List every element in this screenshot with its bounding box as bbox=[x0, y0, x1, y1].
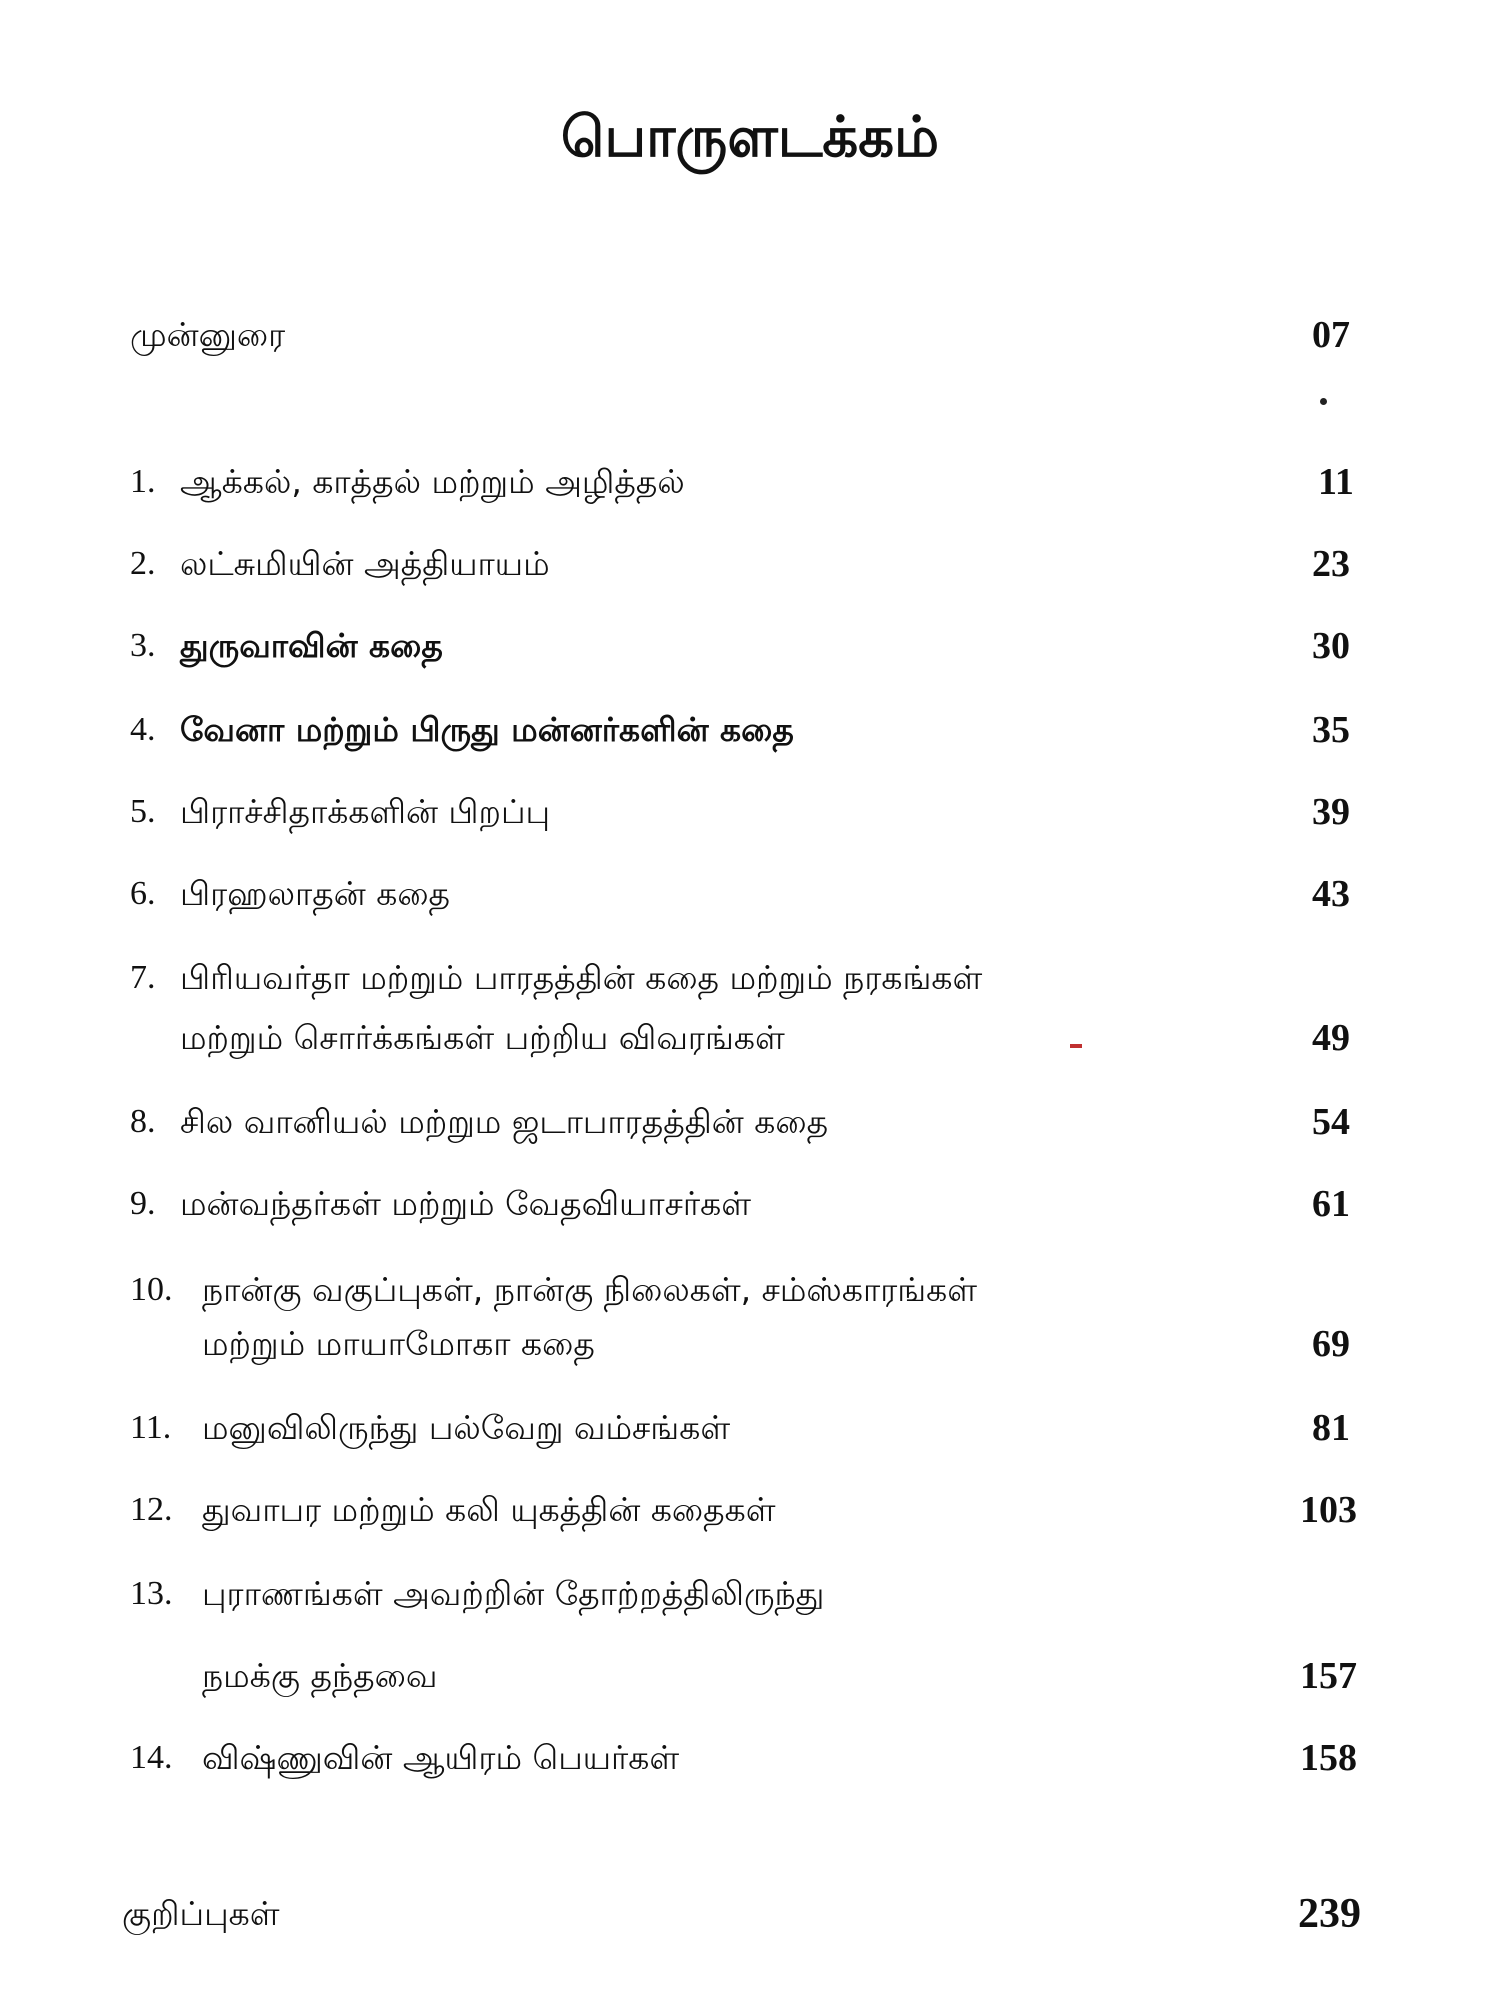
toc-entry[interactable] bbox=[0, 1174, 1500, 1234]
toc-entry-number: 7. bbox=[130, 959, 156, 996]
toc-entry-number: 3. bbox=[130, 627, 156, 664]
toc-entry-label-line2: மற்றும் மாயாமோகா கதை bbox=[202, 1324, 595, 1363]
toc-entry[interactable] bbox=[0, 1398, 1500, 1458]
toc-entry[interactable] bbox=[0, 864, 1500, 924]
toc-entry-label: முன்னுரை bbox=[130, 315, 286, 354]
toc-entry-number: 14. bbox=[130, 1739, 173, 1776]
toc-entry-label: துவாபர மற்றும் கலி யுகத்தின் கதைகள் bbox=[202, 1490, 776, 1529]
toc-entry-number: 2. bbox=[130, 545, 156, 582]
toc-entry[interactable] bbox=[0, 1260, 1500, 1320]
toc-entry-label: மன்வந்தர்கள் மற்றும் வேதவியாசர்கள் bbox=[180, 1184, 752, 1223]
toc-entry-label: நான்கு வகுப்புகள், நான்கு நிலைகள், சம்ஸ்காரங்கள் bbox=[202, 1270, 978, 1309]
toc-entry-page: 81 bbox=[1312, 1407, 1350, 1449]
toc-entry-label: ஆக்கல், காத்தல் மற்றும் அழித்தல் bbox=[180, 462, 685, 501]
toc-entry-preface[interactable] bbox=[0, 305, 1500, 365]
toc-entry-continuation[interactable] bbox=[0, 1314, 1500, 1374]
toc-entry-number: 1. bbox=[130, 463, 156, 500]
toc-entry-label-line2: மற்றும் சொர்க்கங்கள் பற்றிய விவரங்கள் bbox=[180, 1018, 785, 1057]
toc-entry-number: 5. bbox=[130, 793, 156, 830]
toc-entry[interactable] bbox=[0, 452, 1500, 512]
toc-entry-continuation[interactable] bbox=[0, 1008, 1500, 1068]
toc-entry-page: 49 bbox=[1312, 1017, 1350, 1059]
stray-red-mark bbox=[1070, 1044, 1082, 1048]
toc-entry-page: 158 bbox=[1300, 1737, 1357, 1779]
toc-entry[interactable] bbox=[0, 700, 1500, 760]
toc-entry-label: பிரியவர்தா மற்றும் பாரதத்தின் கதை மற்றும் நரகங்கள் bbox=[180, 958, 983, 997]
toc-entry-number: 13. bbox=[130, 1575, 173, 1612]
stray-dot-mark bbox=[1320, 398, 1327, 405]
toc-entry-page: 39 bbox=[1312, 791, 1350, 833]
toc-entry-number: 11. bbox=[130, 1409, 172, 1446]
toc-entry-number: 10. bbox=[130, 1271, 173, 1308]
toc-entry-label: குறிப்புகள் bbox=[122, 1894, 280, 1933]
toc-entry-notes[interactable] bbox=[0, 1884, 1500, 1944]
toc-entry-number: 12. bbox=[130, 1491, 173, 1528]
toc-entry-label: விஷ்ணுவின் ஆயிரம் பெயர்கள் bbox=[202, 1738, 680, 1777]
toc-entry-number: 9. bbox=[130, 1185, 156, 1222]
toc-entry[interactable] bbox=[0, 1728, 1500, 1788]
toc-entry-number: 4. bbox=[130, 711, 156, 748]
toc-entry-label: லட்சுமியின் அத்தியாயம் bbox=[180, 544, 550, 583]
toc-entry[interactable] bbox=[0, 948, 1500, 1008]
toc-entry-page: 35 bbox=[1312, 709, 1350, 751]
toc-entry-page: 43 bbox=[1312, 873, 1350, 915]
toc-entry-page: 69 bbox=[1312, 1323, 1350, 1365]
toc-entry-page: 54 bbox=[1312, 1101, 1350, 1143]
toc-entry-page: 103 bbox=[1300, 1489, 1357, 1531]
toc-entry-number: 8. bbox=[130, 1103, 156, 1140]
page-title: பொருளடக்கம் bbox=[560, 105, 940, 170]
toc-entry-label: சில வானியல் மற்றும ஜடாபாரதத்தின் கதை bbox=[180, 1102, 829, 1141]
toc-entry[interactable] bbox=[0, 1480, 1500, 1540]
toc-entry-page: 07 bbox=[1312, 314, 1350, 356]
toc-entry-label: பிராச்சிதாக்களின் பிறப்பு bbox=[180, 792, 551, 831]
toc-entry-label-line2: நமக்கு தந்தவை bbox=[202, 1656, 438, 1695]
toc-entry[interactable] bbox=[0, 1564, 1500, 1624]
toc-entry[interactable] bbox=[0, 534, 1500, 594]
toc-entry-number: 6. bbox=[130, 875, 156, 912]
toc-entry-page: 157 bbox=[1300, 1655, 1357, 1697]
toc-entry-page: 23 bbox=[1312, 543, 1350, 585]
toc-entry-continuation[interactable] bbox=[0, 1646, 1500, 1706]
toc-entry-page: 239 bbox=[1298, 1891, 1361, 1937]
toc-entry-label: பிரஹலாதன் கதை bbox=[180, 874, 451, 913]
toc-entry-label: புராணங்கள் அவற்றின் தோற்றத்திலிருந்து bbox=[202, 1574, 825, 1613]
toc-entry-page: 61 bbox=[1312, 1183, 1350, 1225]
toc-entry-label: துருவாவின் கதை bbox=[180, 626, 443, 665]
toc-entry[interactable] bbox=[0, 1092, 1500, 1152]
toc-entry-label: வேனா மற்றும் பிருது மன்னர்களின் கதை bbox=[180, 710, 794, 749]
toc-entry-page: 30 bbox=[1312, 625, 1350, 667]
toc-entry[interactable] bbox=[0, 616, 1500, 676]
toc-entry-label: மனுவிலிருந்து பல்வேறு வம்சங்கள் bbox=[202, 1408, 731, 1447]
toc-entry-page: 11 bbox=[1318, 461, 1354, 503]
toc-entry[interactable] bbox=[0, 782, 1500, 842]
